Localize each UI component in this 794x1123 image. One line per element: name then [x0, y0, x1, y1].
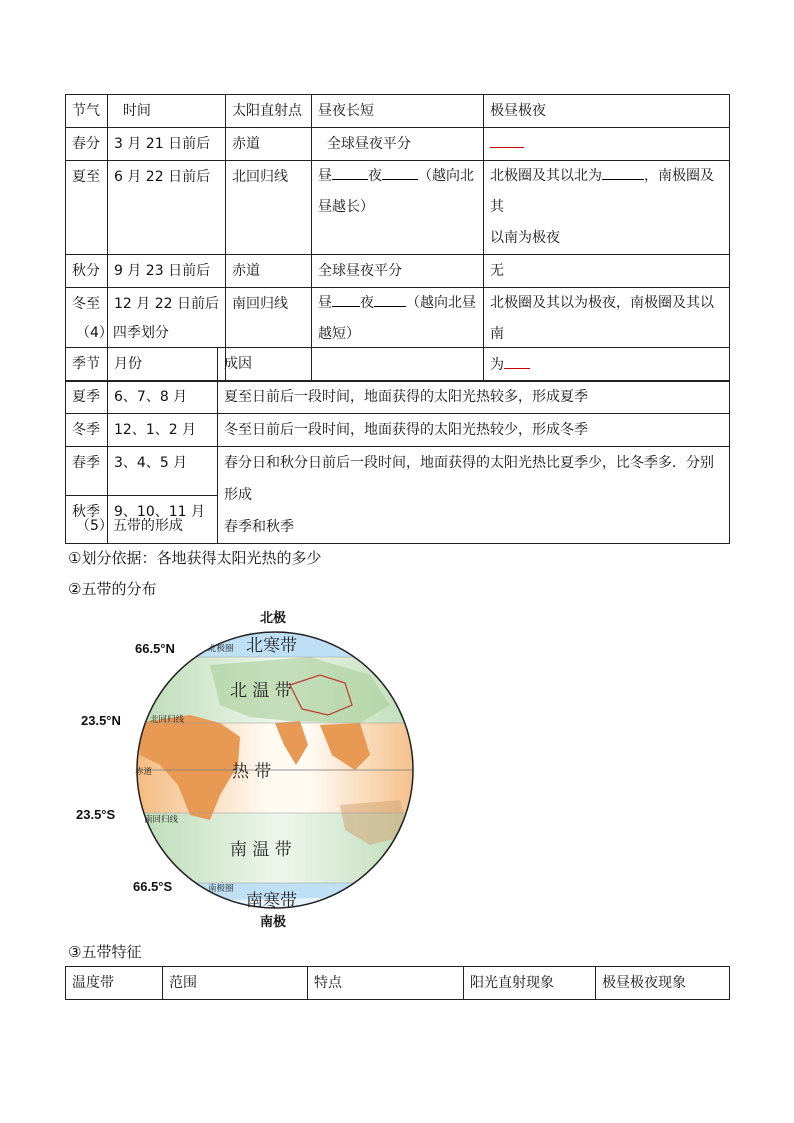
- table-header-cell: 时间: [108, 95, 226, 128]
- polar-cell: 北极圈及其以为极夜，南极圈及其以南 为: [484, 288, 730, 382]
- tropic-capricorn-label: 南回归线: [144, 815, 179, 825]
- tropical-zone-label: 热 带: [232, 762, 272, 782]
- answer-blank: [332, 164, 368, 180]
- months-cell: 9、10、11 月: [108, 495, 218, 544]
- table-header-row: [66, 348, 730, 381]
- daynight-cell: 全球昼夜平分: [312, 255, 484, 288]
- table-row: [66, 128, 730, 161]
- table-row: [66, 255, 730, 288]
- south-pole-label: 南极: [260, 914, 287, 929]
- arctic-circle-label: 北极圈: [208, 644, 234, 654]
- table-header-row: [66, 967, 730, 1000]
- time-cell: 12 月 22 日前后: [108, 288, 226, 382]
- months-cell: 12、1、2 月: [108, 414, 218, 447]
- answer-blank: [332, 291, 360, 307]
- item-2: ②五带的分布: [68, 580, 157, 598]
- table-header-cell: 节气: [66, 95, 108, 128]
- season-cell: 冬季: [66, 414, 108, 447]
- tropic-cancer-label: 北回归线: [150, 715, 185, 725]
- item-1: ①划分依据：各地获得太阳光热的多少: [68, 549, 322, 567]
- south-frigid-zone-label: 南寒带: [246, 891, 297, 911]
- polar-cell: [484, 128, 730, 161]
- north-temperate-zone-label: 北 温 带: [230, 681, 292, 701]
- time-cell: 9 月 23 日前后: [108, 255, 226, 288]
- table-header-cell: 极昼极夜: [484, 95, 730, 128]
- term-cell: 冬至: [66, 288, 108, 382]
- daynight-cell: 昼 夜 （越向北昼 越短）: [312, 288, 484, 382]
- point-cell: 赤道: [226, 128, 312, 161]
- term-cell: 秋分: [66, 255, 108, 288]
- table-header-cell: 特点: [308, 967, 464, 1000]
- point-cell: 北回归线: [226, 161, 312, 255]
- point-cell: 南回归线: [226, 288, 312, 382]
- lat-66-5s-label: 66.5°S: [133, 879, 173, 894]
- table-header-cell: 成因: [218, 348, 730, 381]
- table-header-cell: 太阳直射点: [226, 95, 312, 128]
- north-frigid-zone-label: 北寒带: [246, 636, 297, 656]
- daynight-cell: 昼 夜 （越向北 昼越长）: [312, 161, 484, 255]
- time-cell: 6 月 22 日前后: [108, 161, 226, 255]
- lat-23-5n-label: 23.5°N: [81, 713, 121, 728]
- table-header-cell: 月份: [108, 348, 218, 381]
- table-row: [66, 381, 730, 414]
- table-header-cell: 极昼极夜现象: [596, 967, 730, 1000]
- months-cell: 6、7、8 月: [108, 381, 218, 414]
- answer-blank: [602, 164, 644, 180]
- table-header-cell: 温度带: [66, 967, 163, 1000]
- reason-cell: 春分日和秋分日前后一段时间，地面获得的太阳光热比夏季少，比冬季多．分别形成 春季和秋季: [218, 447, 730, 544]
- answer-blank: [490, 132, 524, 148]
- table-header-cell: 昼夜长短: [312, 95, 484, 128]
- answer-blank: [374, 291, 406, 307]
- section-4-title: （4）四季划分: [76, 325, 169, 341]
- zones-table: [65, 966, 730, 1000]
- reason-cell: 夏至日前后一段时间，地面获得的太阳光热较多，形成夏季: [218, 381, 730, 414]
- term-cell: 春分: [66, 128, 108, 161]
- table-header-cell: 范围: [163, 967, 308, 1000]
- time-cell: 3 月 21 日前后: [108, 128, 226, 161]
- lat-66-5n-label: 66.5°N: [135, 641, 175, 656]
- section-5-title: （5）五带的形成: [76, 518, 183, 534]
- table-header-cell: 阳光直射现象: [464, 967, 596, 1000]
- months-cell: 3、4、5 月: [108, 447, 218, 496]
- season-cell: 秋季: [66, 495, 108, 544]
- table-header-cell: 季节: [66, 348, 108, 381]
- season-cell: 夏季: [66, 381, 108, 414]
- globe-svg: [70, 605, 430, 935]
- answer-blank: [382, 164, 418, 180]
- polar-cell: 无: [484, 255, 730, 288]
- season-cell: 春季: [66, 447, 108, 496]
- antarctic-circle-label: 南极圈: [208, 884, 234, 894]
- table-row: [66, 414, 730, 447]
- south-temperate-zone-label: 南 温 带: [230, 840, 292, 860]
- polar-cell: 北极圈及其以北为 ，南极圈及其 以南为极夜: [484, 161, 730, 255]
- item-3: ③五带特征: [68, 943, 142, 961]
- table-row: [66, 447, 730, 496]
- reason-cell: 冬至日前后一段时间，地面获得的太阳光热较少，形成冬季: [218, 414, 730, 447]
- daynight-cell: 全球昼夜平分: [312, 128, 484, 161]
- equator-label: 赤道: [135, 767, 153, 777]
- five-zones-globe: [70, 605, 430, 935]
- north-pole-label: 北极: [260, 610, 287, 625]
- point-cell: 赤道: [226, 255, 312, 288]
- table-header-row: [66, 95, 730, 128]
- table-row: [66, 161, 730, 255]
- lat-23-5s-label: 23.5°S: [76, 807, 116, 822]
- term-cell: 夏至: [66, 161, 108, 255]
